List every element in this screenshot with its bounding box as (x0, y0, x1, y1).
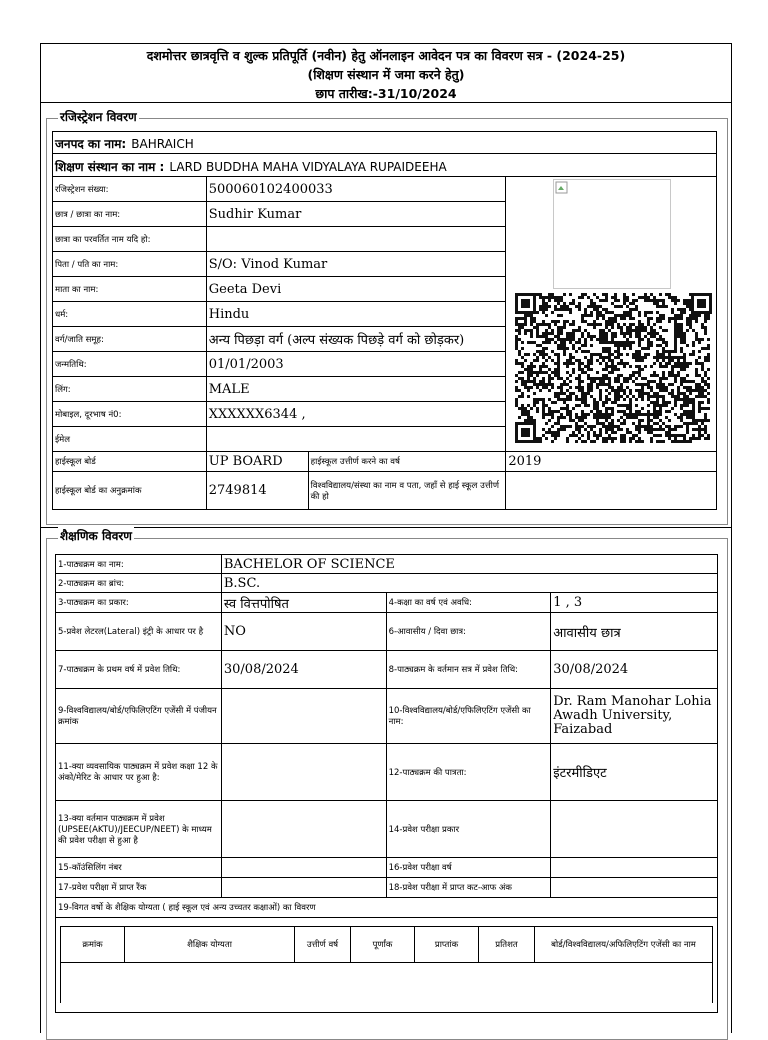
academic-value: 1 , 3 (551, 593, 718, 613)
history-header: क्रमांक (61, 927, 125, 963)
academic-value: NO (221, 613, 386, 651)
reg-value: 500060102400033 (206, 177, 506, 202)
academic-value: Dr. Ram Manohar Lohia Awadh University, Faizabad (551, 689, 718, 744)
form-header (41, 44, 731, 103)
academic-legend: शैक्षणिक विवरण (60, 529, 132, 543)
institute-value: LARD BUDDHA MAHA VIDYALAYA RUPAIDEEHA (169, 159, 447, 174)
course-name-value: BACHELOR OF SCIENCE (221, 555, 717, 574)
hs-roll-label: हाईस्कूल बोर्ड का अनुक्रमांक (53, 472, 207, 510)
academic-label: 6-आवासीय / दिवा छात्र: (386, 613, 551, 651)
history-empty-row (61, 963, 713, 1003)
qr-code (515, 293, 712, 443)
reg-label: लिंग: (53, 377, 207, 402)
hs-board-value: UP BOARD (206, 452, 308, 472)
broken-image-icon (555, 181, 569, 195)
reg-label: पिता / पति का नाम: (53, 252, 207, 277)
institute-label: शिक्षण संस्थान का नाम : (55, 159, 165, 174)
branch-label: 2-पाठ्यक्रम का ब्रांच: (56, 574, 222, 593)
header-subtitle: (शिक्षण संस्थान में जमा करने हेतु) (307, 67, 465, 82)
reg-label: छात्रा का परवर्तित नाम यदि हो: (53, 227, 207, 252)
reg-value: MALE (206, 377, 506, 402)
history-cell (56, 918, 718, 1013)
hs-year-label: हाईस्कूल उत्तीर्ण करने का वर्ष (308, 452, 506, 472)
reg-value: 01/01/2003 (206, 352, 506, 377)
district-label: जनपद का नाम: (55, 137, 127, 151)
student-photo (553, 179, 671, 289)
course-name-label: 1-पाठ्यक्रम का नाम: (56, 555, 222, 574)
hs-year-value: 2019 (506, 452, 717, 472)
academic-label: 14-प्रवेश परीक्षा प्रकार (386, 801, 551, 858)
reg-label: धर्म: (53, 302, 207, 327)
academic-value (221, 878, 386, 898)
history-header: उत्तीर्ण वर्ष (295, 927, 351, 963)
qr-code-icon (515, 293, 712, 443)
academic-value: इंटरमीडिएट (551, 744, 718, 801)
reg-label: वर्ग/जाति समूह: (53, 327, 207, 352)
hs-school-value (506, 472, 717, 510)
academic-value: स्व वित्तपोषित (221, 593, 386, 613)
academic-value (551, 878, 718, 898)
academic-label: 18-प्रवेश परीक्षा में प्राप्त कट-आफ अंक (386, 878, 551, 898)
academic-value (551, 801, 718, 858)
academic-table (55, 554, 718, 1013)
academic-value (221, 689, 386, 744)
academic-value (551, 858, 718, 878)
history-label: 19-विगत वर्षो के शैक्षिक योग्यता ( हाई स्कूल एवं अन्य उच्चतर कक्षाओं) का विवरण (56, 898, 718, 918)
academic-label: 17-प्रवेश परीक्षा में प्राप्त रैंक (56, 878, 222, 898)
reg-value (206, 427, 506, 452)
reg-label: माता का नाम: (53, 277, 207, 302)
academic-label: 4-कक्षा का वर्ष एवं अवधि: (386, 593, 551, 613)
reg-value: Hindu (206, 302, 506, 327)
academic-label: 8-पाठ्यक्रम के वर्तमान सत्र में प्रवेश तिथि: (386, 651, 551, 689)
history-header: शैक्षिक योग्यता (125, 927, 295, 963)
academic-value: 30/08/2024 (551, 651, 718, 689)
reg-label: मोबाइल, दूरभाष नं0: (53, 402, 207, 427)
header-separator (40, 102, 732, 103)
academic-label: 13-क्या वर्तमान पाठ्यक्रम में प्रवेश (UPSEE(AKTU)/JEECUP/NEET) के माध्यम की प्रवेश परीक्षा से हुआ है (56, 801, 222, 858)
section-separator (40, 527, 732, 528)
header-title: दशमोत्तर छात्रवृत्ति व शुल्क प्रतिपूर्ति (नवीन) हेतु ऑनलाइन आवेदन पत्र का विवरण सत्र - (2024-25) (146, 48, 626, 63)
history-table (60, 926, 713, 1003)
reg-label: छात्र / छात्रा का नाम: (53, 202, 207, 227)
academic-label: 7-पाठ्यक्रम के प्रथम वर्ष में प्रवेश तिथि: (56, 651, 222, 689)
history-header: प्रतिशत (479, 927, 535, 963)
district-cell (53, 132, 717, 154)
registration-legend: रजिस्ट्रेशन विवरण (60, 110, 137, 124)
registration-top-table (52, 131, 717, 177)
academic-value: 30/08/2024 (221, 651, 386, 689)
academic-label: 9-विश्वविद्यालय/बोर्ड/एफिलिएटिंग एजेंसी में पंजीयन क्रमांक (56, 689, 222, 744)
reg-label: ईमेल (53, 427, 207, 452)
reg-value: S/O: Vinod Kumar (206, 252, 506, 277)
academic-label: 12-पाठ्यक्रम की पात्रता: (386, 744, 551, 801)
history-header: पूर्णांक (351, 927, 415, 963)
history-header: बोर्ड/विश्वविद्यालय/अफिलिएटिंग एजेंसी का नाम (535, 927, 713, 963)
reg-label: जन्मतिथि: (53, 352, 207, 377)
hs-roll-value: 2749814 (206, 472, 308, 510)
academic-value: आवासीय छात्र (551, 613, 718, 651)
academic-label: 15-कॉउंसिलिंग नंबर (56, 858, 222, 878)
academic-label: 5-प्रवेश लेटरल(Lateral) इंट्री के आधार पर है (56, 613, 222, 651)
academic-label: 16-प्रवेश परीक्षा वर्ष (386, 858, 551, 878)
district-value: BAHRAICH (131, 137, 194, 151)
hs-school-label: विश्वविद्यालय/संस्था का नाम व पता, जहाँ से हाई स्कूल उत्तीर्ण की हो (308, 472, 506, 510)
reg-value: अन्य पिछड़ा वर्ग (अल्प संख्यक पिछड़े वर्ग को छोड़कर) (206, 327, 506, 352)
history-header: प्राप्तांक (415, 927, 479, 963)
reg-value: Sudhir Kumar (206, 202, 506, 227)
reg-value: Geeta Devi (206, 277, 506, 302)
academic-value (221, 744, 386, 801)
academic-label: 11-क्या व्यवसायिक पाठ्यक्रम में प्रवेश कक्षा 12 के अंको/मेरिट के आधार पर हुआ है: (56, 744, 222, 801)
reg-label: रजिस्ट्रेशन संख्या: (53, 177, 207, 202)
academic-value (221, 858, 386, 878)
reg-value: XXXXXX6344 , (206, 402, 506, 427)
branch-value: B.SC. (221, 574, 717, 593)
print-date: छाप तारीख:-31/10/2024 (315, 86, 457, 101)
institute-cell (53, 154, 717, 177)
academic-value (221, 801, 386, 858)
reg-value (206, 227, 506, 252)
academic-label: 3-पाठ्यक्रम का प्रकार: (56, 593, 222, 613)
hs-board-label: हाईस्कूल बोर्ड (53, 452, 207, 472)
academic-label: 10-विश्वविद्यालय/बोर्ड/एफिलिएटिंग एजेंसी का नाम: (386, 689, 551, 744)
